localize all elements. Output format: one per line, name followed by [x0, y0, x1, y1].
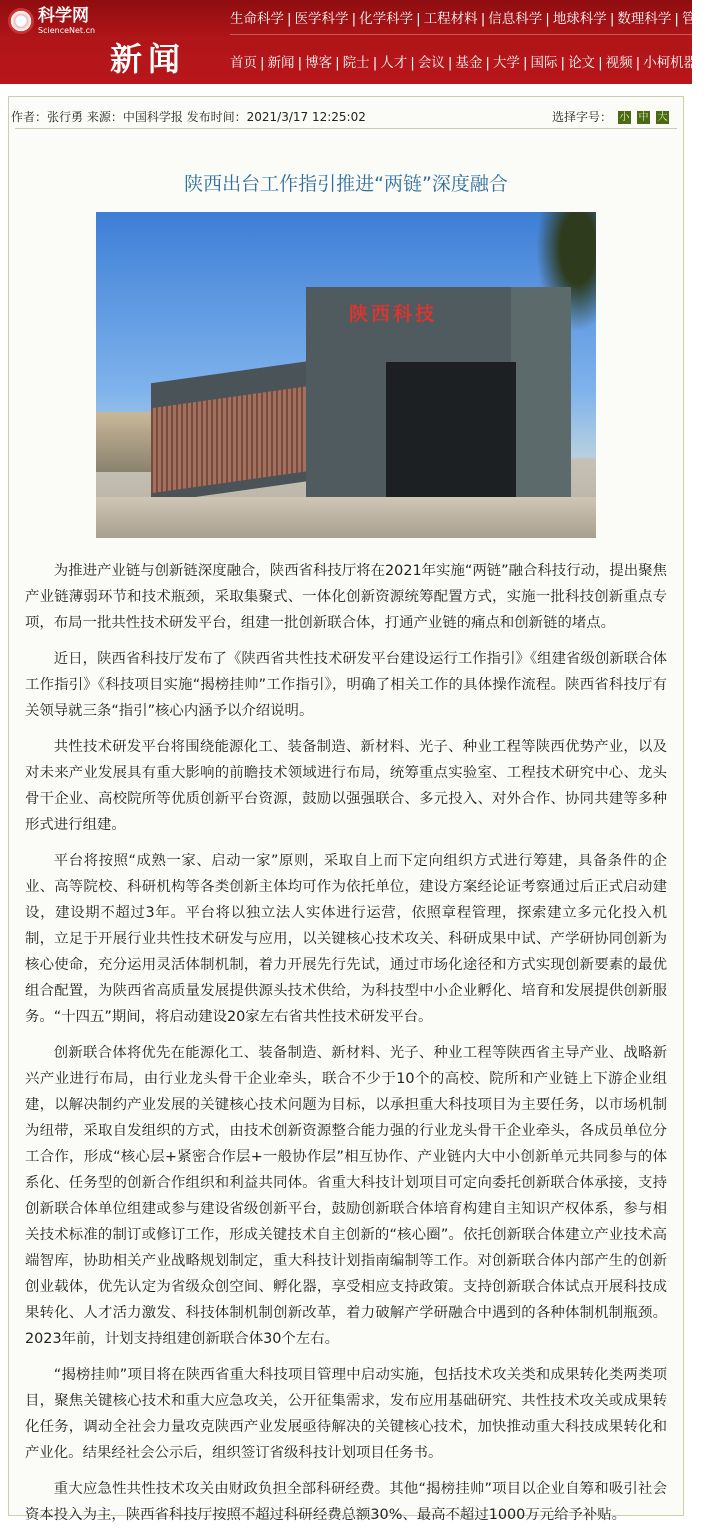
nav-separator: | [545, 11, 550, 27]
font-size-large-button[interactable]: 大 [657, 111, 668, 123]
logo-icon [8, 8, 34, 34]
article-photo [96, 212, 596, 538]
nav-link[interactable]: 院士 [342, 55, 370, 71]
font-size-medium-button[interactable]: 中 [638, 111, 649, 123]
nav-link[interactable]: 视频 [605, 55, 633, 71]
nav-divider [230, 34, 692, 35]
nav-link[interactable]: 生命科学 [230, 11, 284, 27]
article-paragraph: 近日，陕西省科技厅发布了《陕西省共性技术研发平台建设运行工作指引》《组建省级创新联合体工作指引》《科技项目实施“揭榜挂帅”工作指引》，明确了相关工作的具体操作流程。陕西省科技厅有关领导就三条“指引”核心内涵予以介绍说明。 [25, 651, 667, 719]
building-sign: 陕西科技 [349, 303, 438, 325]
nav-link[interactable]: 化学科学 [359, 11, 414, 27]
article-paragraph: “揭榜挂帅”项目将在陕西省重大科技项目管理中启动实施，包括技术攻关类和成果转化类两类项目，聚焦关键核心技术和重大应急攻关，公开征集需求，发布应用基础研究、共性技术攻关或成果转化任务，调动全社会力量攻克陕西产业发展亟待解决的关键核心技术，加快推动重大科技成果转化和产业化。结果经社会公示后，组织签订省级科技计划项目任务书。 [25, 1367, 667, 1461]
nav-link[interactable]: 地球科学 [552, 11, 607, 27]
site-header [0, 0, 711, 84]
nav-link[interactable]: 国际 [530, 55, 558, 71]
nav-link[interactable]: 首页 [230, 55, 257, 71]
nav-link[interactable]: 管理 [681, 11, 709, 27]
section-title: 新闻 [110, 40, 187, 78]
meta-divider [15, 128, 677, 129]
nav-separator: | [447, 55, 453, 71]
nav-separator: | [410, 55, 415, 71]
logo-text-group [38, 6, 95, 36]
nav-link[interactable]: 信息科学 [488, 11, 543, 27]
article-paragraph: 创新联合体将优先在能源化工、装备制造、新材料、光子、种业工程等陕西省主导产业、战略新兴产业进行布局，由行业龙头骨干企业牵头，联合不少于10个的高校、院所和产业链上下游企业组建，以解决制约产业发展的关键核心技术问题为目标，以承担重大科技项目为主要任务，以市场机制为纽带，采取自发组织的方式，由技术创新资源整合能力强的行业龙头骨干企业牵头，各成员单位分工合作，形成“核心层+紧密合作层+一般协作层”相互协作、产业链内大中小创新单元共同参与的体系化、任务型的创新合作组织和利益共同体。省重大科技计划项目可定向委托创新联合体承接，支持创新联合体单位组建或参与建设省级创新平台，鼓励创新联合体培育构建自主知识产权体系，参与相关技术标准的制订或修订工作，形成关键技术自主创新的“核心圈”。依托创新联合体建立产业技术高端智库，协助相关产业战略规划制定，重大科技计划指南编制等工作。对创新联合体内部产生的创新创业载体，优先认定为省级众创空间、孵化器，享受相应支持政策。支持创新联合体试点开展科技成果转化、人才活力激发、科技体制机制创新改革，着力破解产学研融合中遇到的各种体制机制瓶颈。2023年前，计划支持组建创新联合体30个左右。 [25, 1045, 667, 1347]
nav-link[interactable]: 大学 [492, 55, 520, 71]
article-body [25, 558, 667, 1538]
article-title: 陕西出台工作指引推进“两链”深度融合 [184, 173, 508, 195]
article-paragraph: 平台将按照“成熟一家、启动一家”原则，采取自上而下定向组织方式进行筹建，具备条件的企业、高等院校、科研机构等各类创新主体均可作为依托单位，建设方案经论证考察通过后正式启动建设，建设期不超过3年。平台将以独立法人实体进行运营，依照章程管理，探索建立多元化投入机制，立足于开展行业共性技术研发与应用，以关键核心技术攻关、科研成果中试、产学研协同创新为核心使命，充分运用灵活体制机制，着力开展先行先试，通过市场化途径和方式实现创新要素的最优组合配置，为陕西省高质量发展提供源头技术供给，为科技型中小企业孵化、培育和发展提供创新服务。“十四五”期间，将启动建设20家左右省共性技术研发平台。 [25, 853, 667, 1025]
nav-separator: | [260, 55, 265, 71]
nav-link[interactable]: 新闻 [267, 55, 295, 71]
font-size-selector [552, 109, 669, 125]
nav-link[interactable]: 基金 [455, 55, 483, 71]
sciencenet-logo[interactable] [8, 6, 95, 38]
nav-link[interactable]: 工程材料 [423, 11, 478, 27]
nav-link[interactable]: 数理科学 [617, 11, 672, 27]
subject-nav [230, 10, 709, 28]
nav-separator: | [372, 55, 378, 71]
article-paragraph: 共性技术研发平台将围绕能源化工、装备制造、新材料、光子、种业工程等陕西优势产业，以及对未来产业发展具有重大影响的前瞻技术领域进行布局，统筹重点实验室、工程技术研究中心、龙头骨干企业、高校院所等优质创新平台资源，鼓励以强强联合、多元投入、对外合作、协同共建等多种形式进行组建。 [25, 739, 667, 833]
nav-separator: | [480, 11, 486, 27]
nav-separator: | [598, 55, 603, 71]
logo-text: 科学网 [38, 6, 89, 26]
font-size-label: 选择字号： [551, 110, 612, 124]
nav-separator: | [416, 11, 421, 27]
nav-link[interactable]: 小柯机器人 [643, 55, 711, 71]
nav-link[interactable]: 论文 [568, 55, 596, 71]
logo-subtext: ScienceNet.cn [38, 26, 96, 35]
nav-separator: | [674, 11, 679, 27]
nav-separator: | [287, 11, 292, 27]
main-nav [230, 54, 711, 72]
nav-separator: | [522, 55, 528, 71]
author-source-date: 作者：张行勇 来源：中国科学报 发布时间：2021/3/17 12:25:02 [11, 110, 366, 124]
nav-separator: | [609, 11, 615, 27]
nav-separator: | [297, 55, 303, 71]
article-paragraph: 为推进产业链与创新链深度融合，陕西省科技厅将在2021年实施“两链”融合科技行动，提出聚焦产业链薄弱环节和技术瓶颈，采取集聚式、一体化创新资源统筹配置方式，实施一批科技创新重点专项，布局一批共性技术研发平台，组建一批创新联合体，打通产业链的痛点和创新链的堵点。 [25, 563, 667, 631]
nav-link[interactable]: 医学科学 [294, 11, 349, 27]
nav-link[interactable]: 会议 [417, 55, 445, 71]
article-meta [9, 107, 683, 127]
nav-link[interactable]: 博客 [305, 55, 333, 71]
article-container [8, 96, 684, 1523]
nav-link[interactable]: 人才 [380, 55, 408, 71]
font-size-small-button[interactable]: 小 [619, 111, 630, 123]
nav-separator: | [560, 55, 566, 71]
nav-separator: | [335, 55, 340, 71]
nav-separator: | [635, 55, 641, 71]
nav-separator: | [351, 11, 357, 27]
nav-separator: | [485, 55, 490, 71]
article-paragraph: 重大应急性共性技术攻关由财政负担全部科研经费。其他“揭榜挂帅”项目以企业自筹和吸引社会资本投入为主，陕西省科技厅按照不超过科研经费总额30%、最高不超过1000万元给予补贴。 [25, 1481, 667, 1523]
